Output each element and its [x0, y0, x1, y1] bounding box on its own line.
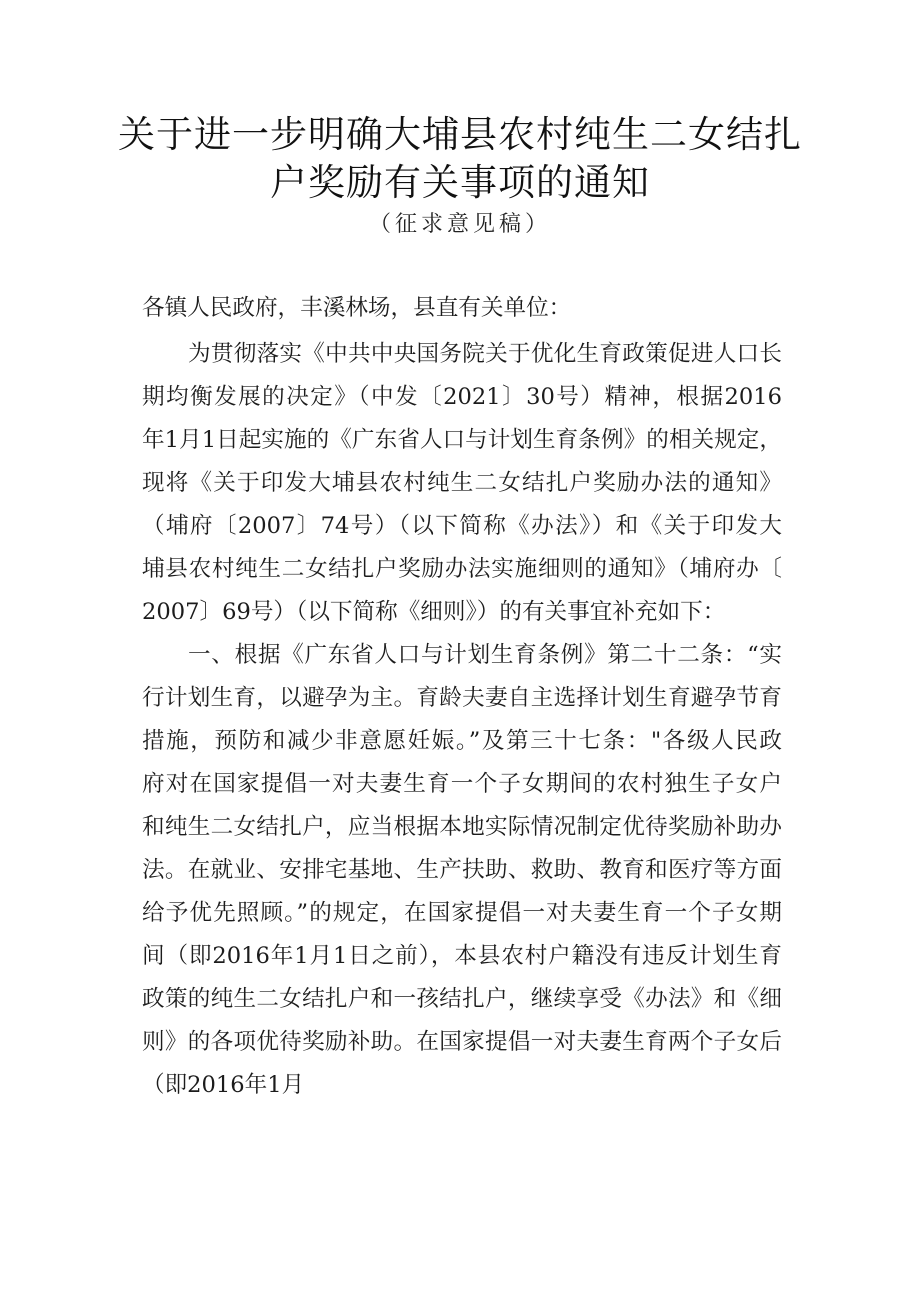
body-line: 一、根据《广东省人口与计划生育条例》第二十二条：“实	[188, 642, 782, 668]
body-line: （埔府〔2007〕74号）（以下简称《办法》）和《关于印发大	[142, 513, 782, 539]
body-line: 埔县农村纯生二女结扎户奖励办法实施细则的通知》（埔府办〔	[142, 556, 782, 582]
salutation: 各镇人民政府，丰溪林场，县直有关单位：	[142, 295, 572, 321]
body-line: 政策的纯生二女结扎户和一孩结扎户，继续享受《办法》和《细	[142, 986, 782, 1012]
document-subtitle: （征求意见稿）	[368, 212, 551, 237]
body-line: 法。在就业、安排宅基地、生产扶助、救助、教育和医疗等方面	[142, 857, 782, 883]
body-line: 期均衡发展的决定》（中发〔2021〕30号）精神，根据2016	[142, 384, 782, 410]
body-line: 为贯彻落实《中共中央国务院关于优化生育政策促进人口长	[188, 341, 782, 367]
body-line: 府对在国家提倡一对夫妻生育一个子女期间的农村独生子女户	[142, 771, 782, 797]
body-line: 给予优先照顾。”的规定，在国家提倡一对夫妻生育一个子女期	[142, 900, 782, 926]
document-title-line-1: 关于进一步明确大埔县农村纯生二女结扎	[118, 113, 802, 156]
body-line: 和纯生二女结扎户，应当根据本地实际情况制定优待奖励补助办	[142, 814, 782, 840]
body-line: 措施，预防和减少非意愿妊娠。”及第三十七条："各级人民政	[142, 728, 782, 754]
body-line: （即2016年1月	[142, 1072, 305, 1098]
body-line: 间（即2016年1月1日之前），本县农村户籍没有违反计划生育	[142, 943, 782, 969]
body-line: 行计划生育，以避孕为主。育龄夫妻自主选择计划生育避孕节育	[142, 685, 782, 711]
document-title-line-2: 户奖励有关事项的通知	[270, 161, 650, 204]
body-line: 年1月1日起实施的《广东省人口与计划生育条例》的相关规定，	[142, 427, 782, 453]
body-line: 2007〕69号）（以下简称《细则》）的有关事宜补充如下：	[142, 599, 726, 625]
body-line: 现将《关于印发大埔县农村纯生二女结扎户奖励办法的通知》	[142, 470, 782, 496]
body-line: 则》的各项优待奖励补助。在国家提倡一对夫妻生育两个子女后	[142, 1029, 782, 1055]
